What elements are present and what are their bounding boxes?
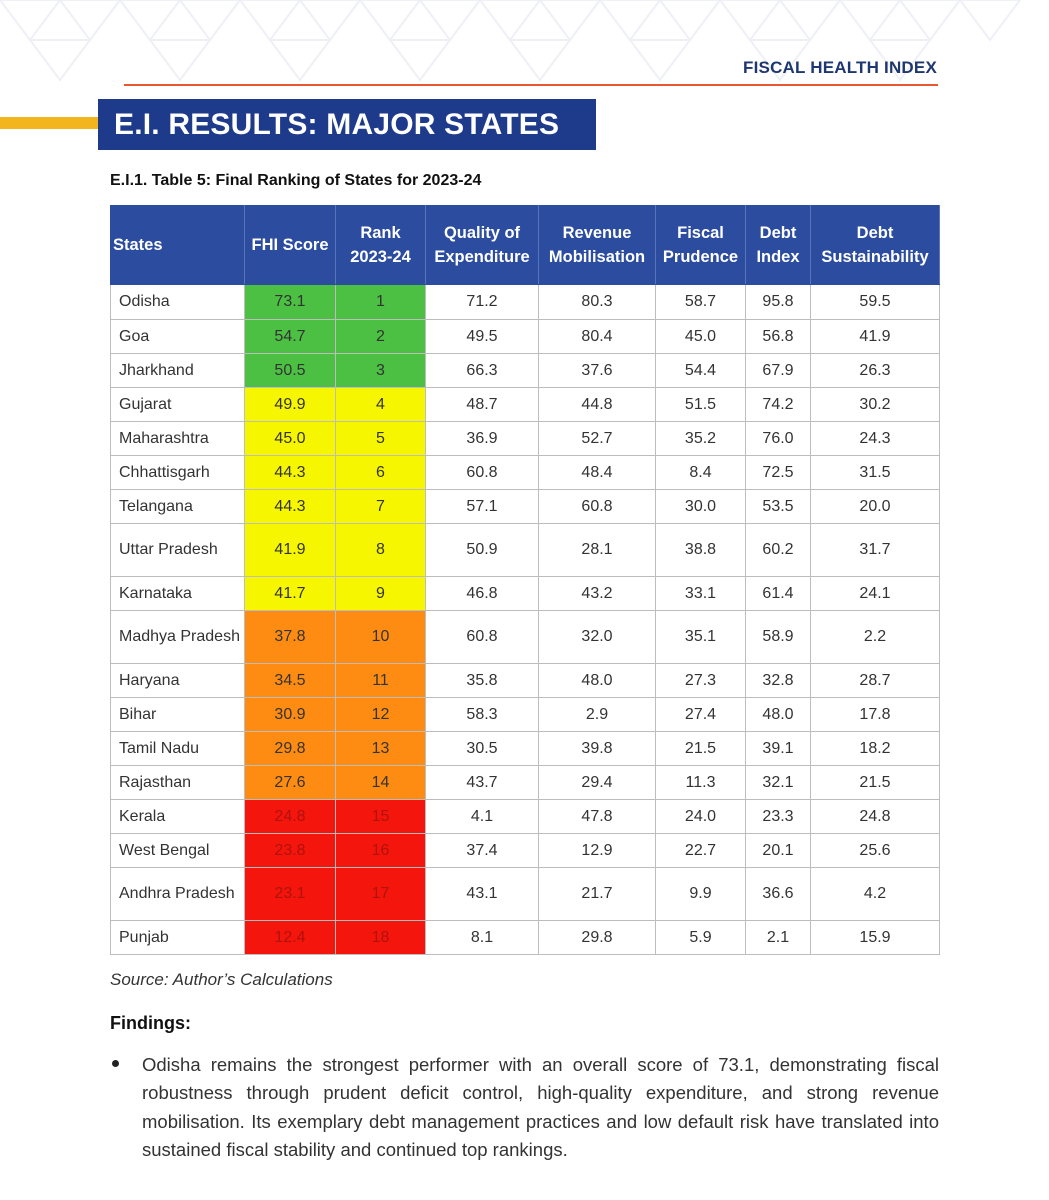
cell-quality-of-expenditure: 58.3 <box>426 698 539 732</box>
table-row <box>111 732 940 766</box>
column-header-quality-of-expenditure: Quality of Expenditure <box>426 206 539 285</box>
cell-debt-sustainability: 30.2 <box>811 388 940 422</box>
cell-quality-of-expenditure: 35.8 <box>426 664 539 698</box>
cell-debt-sustainability: 20.0 <box>811 490 940 524</box>
cell-fhi-score: 44.3 <box>245 490 336 524</box>
cell-revenue-mobilisation: 32.0 <box>539 611 656 664</box>
cell-fiscal-prudence: 54.4 <box>656 354 746 388</box>
cell-fiscal-prudence: 9.9 <box>656 868 746 921</box>
cell-debt-index: 61.4 <box>746 577 811 611</box>
cell-fhi-score: 45.0 <box>245 422 336 456</box>
cell-fiscal-prudence: 5.9 <box>656 921 746 955</box>
column-header-fiscal-prudence: Fiscal Prudence <box>656 206 746 285</box>
cell-quality-of-expenditure: 50.9 <box>426 524 539 577</box>
cell-fiscal-prudence: 35.2 <box>656 422 746 456</box>
cell-revenue-mobilisation: 37.6 <box>539 354 656 388</box>
cell-rank: 3 <box>336 354 426 388</box>
cell-debt-index: 20.1 <box>746 834 811 868</box>
cell-quality-of-expenditure: 57.1 <box>426 490 539 524</box>
cell-debt-index: 53.5 <box>746 490 811 524</box>
table-header-row <box>111 206 940 285</box>
column-header-rank: Rank 2023-24 <box>336 206 426 285</box>
table-row <box>111 422 940 456</box>
cell-revenue-mobilisation: 48.0 <box>539 664 656 698</box>
cell-fiscal-prudence: 8.4 <box>656 456 746 490</box>
cell-debt-sustainability: 59.5 <box>811 285 940 320</box>
cell-fiscal-prudence: 21.5 <box>656 732 746 766</box>
column-header-fhi-score: FHI Score <box>245 206 336 285</box>
cell-quality-of-expenditure: 71.2 <box>426 285 539 320</box>
cell-rank: 16 <box>336 834 426 868</box>
cell-revenue-mobilisation: 29.4 <box>539 766 656 800</box>
cell-state-name: Punjab <box>111 921 245 955</box>
cell-fhi-score: 54.7 <box>245 320 336 354</box>
table-row <box>111 611 940 664</box>
cell-debt-sustainability: 41.9 <box>811 320 940 354</box>
cell-quality-of-expenditure: 60.8 <box>426 456 539 490</box>
cell-state-name: Tamil Nadu <box>111 732 245 766</box>
cell-quality-of-expenditure: 48.7 <box>426 388 539 422</box>
cell-fhi-score: 12.4 <box>245 921 336 955</box>
table-row <box>111 285 940 320</box>
cell-debt-sustainability: 21.5 <box>811 766 940 800</box>
table-row <box>111 766 940 800</box>
bullet-dot <box>112 1060 119 1067</box>
cell-state-name: Chhattisgarh <box>111 456 245 490</box>
cell-quality-of-expenditure: 46.8 <box>426 577 539 611</box>
cell-debt-index: 2.1 <box>746 921 811 955</box>
cell-fiscal-prudence: 30.0 <box>656 490 746 524</box>
cell-debt-sustainability: 15.9 <box>811 921 940 955</box>
cell-fhi-score: 73.1 <box>245 285 336 320</box>
cell-debt-index: 67.9 <box>746 354 811 388</box>
finding-bullet: Odisha remains the strongest performer with an overall score of 73.1, demonstrating fiscal robustness through prudent deficit control, high-quality expenditure, and strong revenue mobilisation. Its exemplary debt management practices and low default risk have translated into sustained fiscal stability and continued top rankings. <box>142 1054 939 1160</box>
table-row <box>111 577 940 611</box>
cell-fiscal-prudence: 22.7 <box>656 834 746 868</box>
cell-debt-index: 95.8 <box>746 285 811 320</box>
cell-fhi-score: 23.8 <box>245 834 336 868</box>
cell-fiscal-prudence: 51.5 <box>656 388 746 422</box>
cell-quality-of-expenditure: 4.1 <box>426 800 539 834</box>
cell-debt-sustainability: 31.5 <box>811 456 940 490</box>
cell-rank: 18 <box>336 921 426 955</box>
cell-state-name: Andhra Pradesh <box>111 868 245 921</box>
cell-fhi-score: 41.9 <box>245 524 336 577</box>
cell-quality-of-expenditure: 36.9 <box>426 422 539 456</box>
column-header-debt-index: Debt Index <box>746 206 811 285</box>
table-caption: E.I.1. Table 5: Final Ranking of States for 2023-24 <box>110 172 482 189</box>
cell-rank: 8 <box>336 524 426 577</box>
column-header-states: States <box>111 206 245 285</box>
cell-revenue-mobilisation: 80.3 <box>539 285 656 320</box>
header-rule <box>124 84 938 86</box>
cell-debt-sustainability: 24.8 <box>811 800 940 834</box>
cell-debt-sustainability: 24.1 <box>811 577 940 611</box>
cell-debt-index: 56.8 <box>746 320 811 354</box>
cell-debt-index: 60.2 <box>746 524 811 577</box>
cell-fiscal-prudence: 38.8 <box>656 524 746 577</box>
cell-debt-sustainability: 24.3 <box>811 422 940 456</box>
cell-debt-index: 32.1 <box>746 766 811 800</box>
cell-state-name: Jharkhand <box>111 354 245 388</box>
section-title: E.I. RESULTS: MAJOR STATES <box>98 99 596 150</box>
cell-rank: 10 <box>336 611 426 664</box>
cell-quality-of-expenditure: 30.5 <box>426 732 539 766</box>
cell-rank: 13 <box>336 732 426 766</box>
cell-fhi-score: 49.9 <box>245 388 336 422</box>
cell-rank: 6 <box>336 456 426 490</box>
cell-rank: 4 <box>336 388 426 422</box>
cell-state-name: West Bengal <box>111 834 245 868</box>
cell-debt-index: 39.1 <box>746 732 811 766</box>
cell-fhi-score: 24.8 <box>245 800 336 834</box>
table-row <box>111 664 940 698</box>
cell-fhi-score: 50.5 <box>245 354 336 388</box>
table-row <box>111 354 940 388</box>
cell-fiscal-prudence: 33.1 <box>656 577 746 611</box>
cell-debt-sustainability: 4.2 <box>811 868 940 921</box>
cell-fiscal-prudence: 35.1 <box>656 611 746 664</box>
column-header-debt-sustainability: Debt Sustainability <box>811 206 940 285</box>
table-row <box>111 320 940 354</box>
cell-revenue-mobilisation: 44.8 <box>539 388 656 422</box>
cell-quality-of-expenditure: 37.4 <box>426 834 539 868</box>
cell-quality-of-expenditure: 66.3 <box>426 354 539 388</box>
table-row <box>111 388 940 422</box>
cell-state-name: Haryana <box>111 664 245 698</box>
cell-fhi-score: 37.8 <box>245 611 336 664</box>
cell-debt-index: 32.8 <box>746 664 811 698</box>
cell-debt-index: 72.5 <box>746 456 811 490</box>
cell-fiscal-prudence: 27.4 <box>656 698 746 732</box>
cell-debt-sustainability: 26.3 <box>811 354 940 388</box>
cell-revenue-mobilisation: 48.4 <box>539 456 656 490</box>
cell-debt-sustainability: 2.2 <box>811 611 940 664</box>
cell-quality-of-expenditure: 49.5 <box>426 320 539 354</box>
cell-debt-index: 76.0 <box>746 422 811 456</box>
cell-revenue-mobilisation: 28.1 <box>539 524 656 577</box>
table-row <box>111 868 940 921</box>
cell-quality-of-expenditure: 8.1 <box>426 921 539 955</box>
cell-state-name: Odisha <box>111 285 245 320</box>
column-header-revenue-mobilisation: Revenue Mobilisation <box>539 206 656 285</box>
cell-fhi-score: 30.9 <box>245 698 336 732</box>
cell-debt-index: 58.9 <box>746 611 811 664</box>
cell-state-name: Madhya Pradesh <box>111 611 245 664</box>
cell-debt-sustainability: 25.6 <box>811 834 940 868</box>
ranking-table <box>110 205 940 955</box>
cell-revenue-mobilisation: 21.7 <box>539 868 656 921</box>
cell-rank: 1 <box>336 285 426 320</box>
cell-rank: 17 <box>336 868 426 921</box>
accent-bar <box>0 117 100 129</box>
cell-state-name: Uttar Pradesh <box>111 524 245 577</box>
table-source: Source: Author’s Calculations <box>110 970 333 989</box>
running-header: FISCAL HEALTH INDEX <box>743 58 937 77</box>
cell-rank: 9 <box>336 577 426 611</box>
cell-quality-of-expenditure: 43.1 <box>426 868 539 921</box>
cell-fiscal-prudence: 45.0 <box>656 320 746 354</box>
cell-revenue-mobilisation: 2.9 <box>539 698 656 732</box>
cell-fhi-score: 27.6 <box>245 766 336 800</box>
cell-revenue-mobilisation: 52.7 <box>539 422 656 456</box>
cell-debt-index: 36.6 <box>746 868 811 921</box>
table-row <box>111 524 940 577</box>
cell-rank: 7 <box>336 490 426 524</box>
cell-debt-sustainability: 17.8 <box>811 698 940 732</box>
cell-revenue-mobilisation: 39.8 <box>539 732 656 766</box>
cell-fhi-score: 29.8 <box>245 732 336 766</box>
cell-rank: 14 <box>336 766 426 800</box>
cell-fiscal-prudence: 27.3 <box>656 664 746 698</box>
table-row <box>111 800 940 834</box>
table-row <box>111 490 940 524</box>
cell-fiscal-prudence: 58.7 <box>656 285 746 320</box>
cell-quality-of-expenditure: 43.7 <box>426 766 539 800</box>
cell-fhi-score: 34.5 <box>245 664 336 698</box>
cell-rank: 5 <box>336 422 426 456</box>
cell-debt-sustainability: 18.2 <box>811 732 940 766</box>
cell-fiscal-prudence: 11.3 <box>656 766 746 800</box>
cell-revenue-mobilisation: 80.4 <box>539 320 656 354</box>
cell-state-name: Maharashtra <box>111 422 245 456</box>
cell-rank: 15 <box>336 800 426 834</box>
cell-rank: 11 <box>336 664 426 698</box>
cell-fhi-score: 44.3 <box>245 456 336 490</box>
table-row <box>111 834 940 868</box>
table-row <box>111 698 940 732</box>
cell-debt-sustainability: 31.7 <box>811 524 940 577</box>
cell-quality-of-expenditure: 60.8 <box>426 611 539 664</box>
cell-state-name: Goa <box>111 320 245 354</box>
cell-state-name: Karnataka <box>111 577 245 611</box>
cell-state-name: Gujarat <box>111 388 245 422</box>
cell-revenue-mobilisation: 60.8 <box>539 490 656 524</box>
cell-state-name: Kerala <box>111 800 245 834</box>
cell-revenue-mobilisation: 47.8 <box>539 800 656 834</box>
cell-rank: 12 <box>336 698 426 732</box>
table-row <box>111 921 940 955</box>
cell-fiscal-prudence: 24.0 <box>656 800 746 834</box>
cell-state-name: Bihar <box>111 698 245 732</box>
table-row <box>111 456 940 490</box>
cell-revenue-mobilisation: 29.8 <box>539 921 656 955</box>
cell-rank: 2 <box>336 320 426 354</box>
cell-debt-index: 74.2 <box>746 388 811 422</box>
cell-fhi-score: 23.1 <box>245 868 336 921</box>
cell-state-name: Rajasthan <box>111 766 245 800</box>
cell-revenue-mobilisation: 43.2 <box>539 577 656 611</box>
cell-debt-index: 48.0 <box>746 698 811 732</box>
cell-debt-sustainability: 28.7 <box>811 664 940 698</box>
cell-state-name: Telangana <box>111 490 245 524</box>
findings-heading: Findings: <box>110 1013 191 1033</box>
cell-revenue-mobilisation: 12.9 <box>539 834 656 868</box>
cell-fhi-score: 41.7 <box>245 577 336 611</box>
cell-debt-index: 23.3 <box>746 800 811 834</box>
